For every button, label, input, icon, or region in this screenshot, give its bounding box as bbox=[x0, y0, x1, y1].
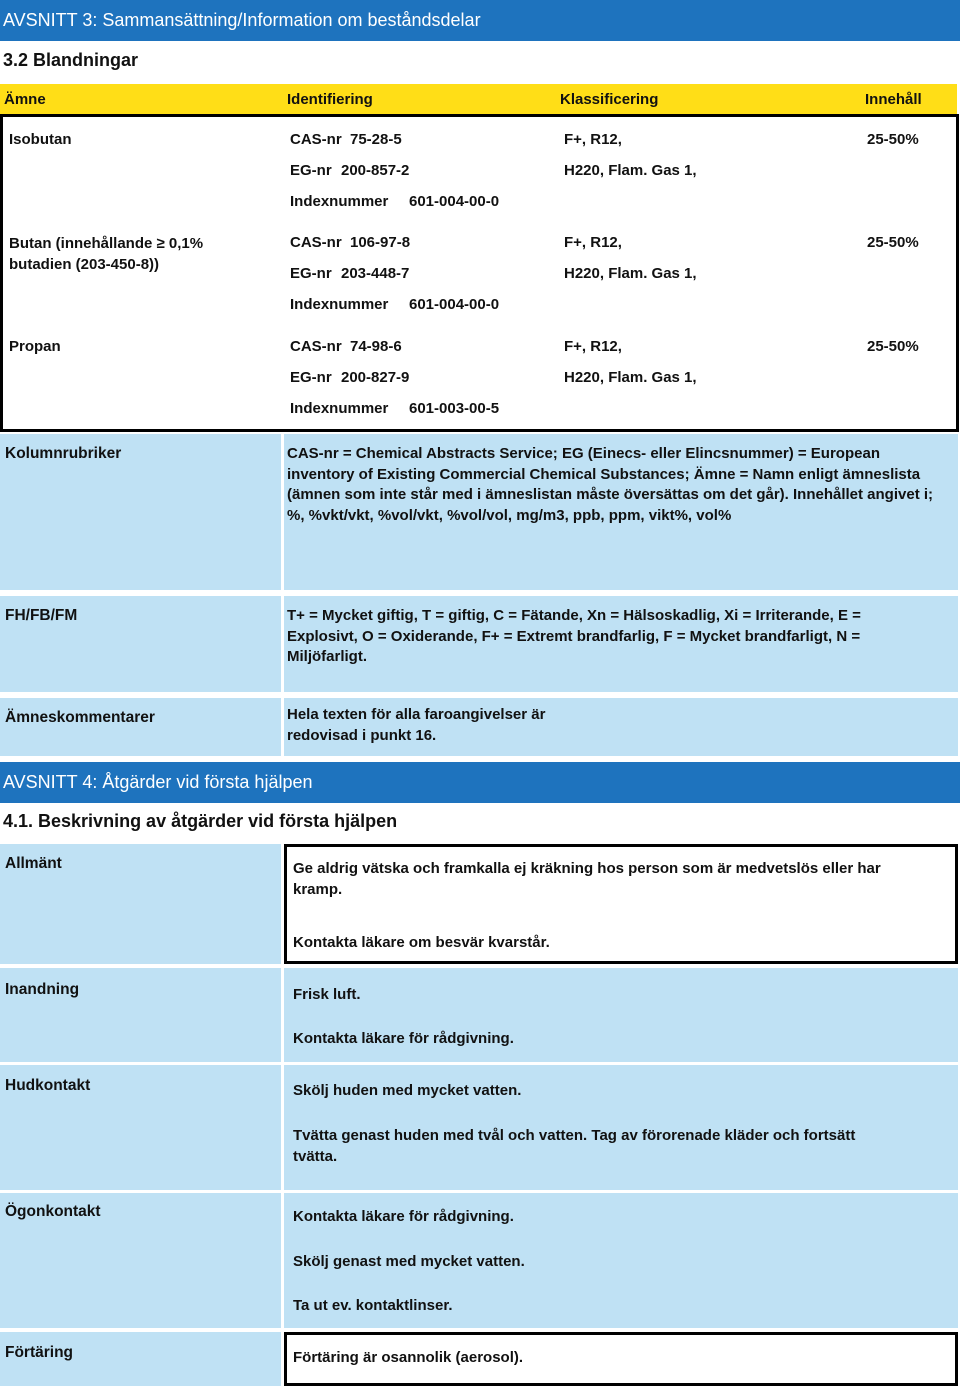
cas-number: 74-98-6 bbox=[350, 338, 402, 355]
aid-label: Allmänt bbox=[5, 855, 62, 872]
classification-h: H220, Flam. Gas 1, bbox=[564, 369, 697, 386]
index-number: 601-003-00-5 bbox=[409, 400, 500, 417]
index-number: 601-004-00-0 bbox=[409, 296, 500, 313]
section-3-subtitle: 3.2 Blandningar bbox=[3, 50, 139, 70]
header-content: Innehåll bbox=[865, 91, 922, 108]
aid-paragraph: Kontakta läkare om besvär kvarstår. bbox=[293, 934, 550, 951]
substance-name: Propan bbox=[9, 338, 61, 355]
eg-number: 200-827-9 bbox=[341, 369, 410, 386]
info-text: T+ = Mycket giftig, T = giftig, C = Fätande, Xn = Hälsoskadlig, Xi = Irriterande, E = Explosivt, O = Oxiderande, F+ = Extremt brandfarlig, F = Mycket brandfarligt, N = Miljöfarligt. bbox=[287, 607, 861, 665]
classification-r: F+, R12, bbox=[564, 234, 622, 251]
substance-name: Butan (innehållande ≥ 0,1% butadien (203-450-8)) bbox=[9, 235, 204, 273]
aid-label: Förtäring bbox=[5, 1344, 74, 1361]
info-label: Kolumnrubriker bbox=[5, 445, 122, 462]
eg-label: EG-nr bbox=[290, 265, 332, 282]
info-text: CAS-nr = Chemical Abstracts Service; EG (Einecs- eller Elincsnummer) = European inventory of Existing Commercial Chemical Substances; Ämne = Namn enligt ämneslista (ämnen som inte står med i ämneslistan måste översättas om det går). Innehållet angivet i; %, %vkt/vkt, %vol/vkt, %vol/vol, mg/m3, ppb, ppm, vikt%, vol% bbox=[287, 445, 934, 524]
section-3-title: AVSNITT 3: Sammansättning/Information om beståndsdelar bbox=[3, 10, 481, 30]
cas-label: CAS-nr bbox=[290, 338, 342, 355]
aid-label: Hudkontakt bbox=[5, 1077, 91, 1094]
header-classification: Klassificering bbox=[560, 91, 659, 108]
cas-number: 75-28-5 bbox=[350, 131, 402, 148]
cas-label: CAS-nr bbox=[290, 131, 342, 148]
cas-number: 106-97-8 bbox=[350, 234, 411, 251]
aid-paragraph: Ge aldrig vätska och framkalla ej kräkning hos person som är medvetslös eller har kramp. bbox=[293, 860, 881, 898]
aid-label: Inandning bbox=[5, 981, 80, 998]
info-label: FH/FB/FM bbox=[5, 607, 78, 624]
cas-label: CAS-nr bbox=[290, 234, 342, 251]
classification-r: F+, R12, bbox=[564, 338, 622, 355]
aid-paragraph: Förtäring är osannolik (aerosol). bbox=[293, 1349, 524, 1366]
classification-h: H220, Flam. Gas 1, bbox=[564, 162, 697, 179]
index-label: Indexnummer bbox=[290, 193, 389, 210]
section-4-subtitle: 4.1. Beskrivning av åtgärder vid första hjälpen bbox=[3, 811, 398, 831]
index-label: Indexnummer bbox=[290, 400, 389, 417]
aid-paragraph: Kontakta läkare för rådgivning. bbox=[293, 1030, 514, 1047]
content-percent: 25-50% bbox=[867, 234, 919, 251]
aid-paragraph: Kontakta läkare för rådgivning. bbox=[293, 1208, 514, 1225]
aid-paragraph: Frisk luft. bbox=[293, 986, 361, 1003]
aid-paragraph: Ta ut ev. kontaktlinser. bbox=[293, 1297, 453, 1314]
index-number: 601-004-00-0 bbox=[409, 193, 500, 210]
index-label: Indexnummer bbox=[290, 296, 389, 313]
eg-label: EG-nr bbox=[290, 369, 332, 386]
classification-h: H220, Flam. Gas 1, bbox=[564, 265, 697, 282]
eg-number: 203-448-7 bbox=[341, 265, 410, 282]
aid-paragraph: Skölj huden med mycket vatten. bbox=[293, 1082, 522, 1099]
eg-label: EG-nr bbox=[290, 162, 332, 179]
content-percent: 25-50% bbox=[867, 131, 919, 148]
header-identification: Identifiering bbox=[287, 91, 373, 108]
aid-label: Ögonkontakt bbox=[5, 1203, 101, 1220]
info-text: Hela texten för alla faroangivelser är redovisad i punkt 16. bbox=[287, 706, 546, 744]
info-label: Ämneskommentarer bbox=[5, 709, 155, 726]
classification-r: F+, R12, bbox=[564, 131, 622, 148]
header-substance: Ämne bbox=[4, 91, 46, 108]
table-header bbox=[0, 84, 957, 114]
eg-number: 200-857-2 bbox=[341, 162, 410, 179]
section-4-title-bar bbox=[0, 762, 960, 803]
section-4-title: AVSNITT 4: Åtgärder vid första hjälpen bbox=[3, 772, 313, 792]
aid-paragraph: Tvätta genast huden med tvål och vatten. Tag av förorenade kläder och fortsätt tvätta. bbox=[293, 1127, 856, 1165]
substance-name: Isobutan bbox=[9, 131, 72, 148]
content-percent: 25-50% bbox=[867, 338, 919, 355]
section-3-title-bar bbox=[0, 0, 960, 41]
aid-paragraph: Skölj genast med mycket vatten. bbox=[293, 1253, 525, 1270]
